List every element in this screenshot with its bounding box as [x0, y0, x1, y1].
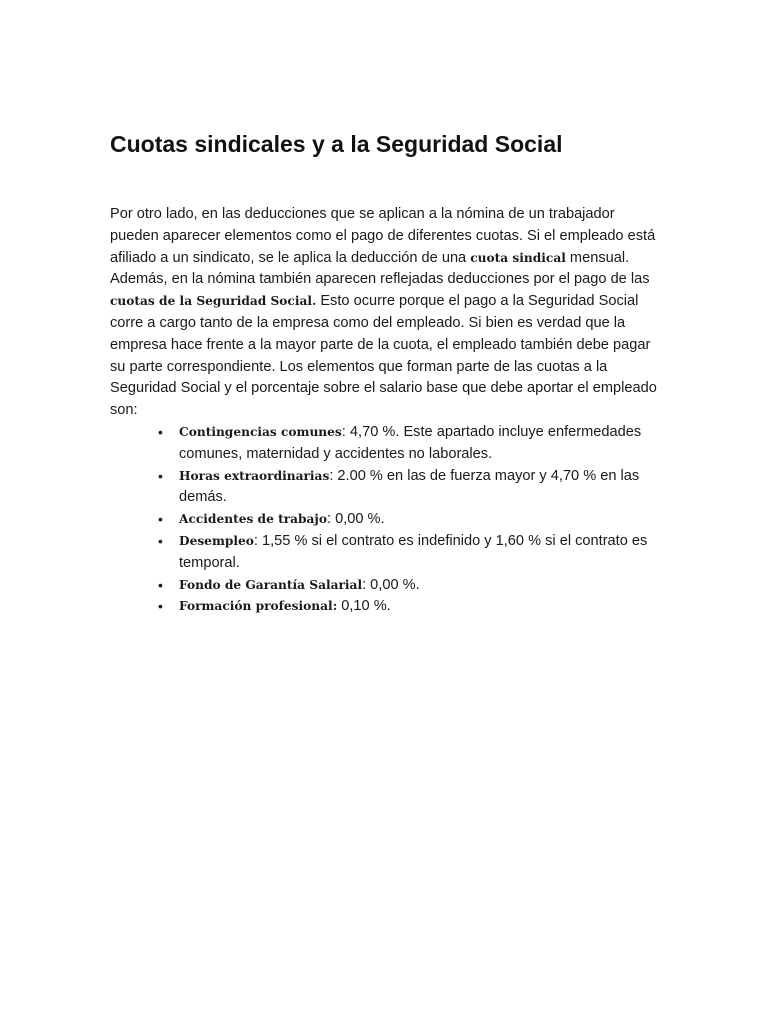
contributions-list — [110, 422, 658, 618]
bullet-icon: • — [158, 511, 163, 528]
list-item-term: Contingencias comunes — [179, 424, 342, 439]
list-item-term: Accidentes de trabajo — [179, 512, 327, 527]
list-item — [158, 509, 658, 531]
bold-term-cuota-sindical: cuota sindical — [470, 250, 566, 265]
intro-paragraph — [110, 204, 658, 422]
list-item — [158, 575, 658, 597]
list-item-text: : 1,55 % si el contrato es indefinido y 1,60 % si el contrato es temporal. — [179, 532, 648, 571]
list-item-text: : 0,00 %. — [362, 576, 420, 593]
list-item-term: Horas extraordinarias — [179, 468, 330, 483]
paragraph-text-1: Por otro lado, en las deducciones que se aplican a la nómina de un trabajador pueden aparecer elementos como el pago de diferentes cuotas. Si el empleado está afiliado a un sindicato, se le aplica la deducción de una — [110, 206, 656, 266]
bullet-icon: • — [158, 532, 163, 549]
list-item — [158, 466, 658, 510]
list-item — [158, 422, 658, 466]
page-title: Cuotas sindicales y a la Seguridad Social — [110, 131, 563, 157]
list-item-text: 0,10 %. — [337, 598, 391, 615]
list-item — [158, 596, 658, 618]
list-item-text: : 0,00 %. — [326, 511, 385, 528]
bold-term-cuotas-seguridad-social: cuotas de la Seguridad Social. — [110, 294, 317, 309]
paragraph-text-3: Esto ocurre porque el pago a la Seguridad Social corre a cargo tanto de la empresa como del empleado. Si bien es verdad que la empresa hace frente a la mayor parte de la cuota, el empleado también debe pagar su parte correspondiente. Los elementos que forman parte de las cuotas a la Seguridad Social y el porcentaje sobre el salario base que debe aportar el empleado son: — [110, 293, 657, 419]
paragraph-text-2: mensual. Además, en la nómina también aparecen reflejadas deducciones por el pago de las — [110, 249, 650, 288]
list-item-text: : 2.00 % en las de fuerza mayor y 4,70 % en las demás. — [179, 467, 640, 506]
bullet-icon: • — [158, 598, 163, 615]
list-item — [158, 531, 658, 575]
bullet-icon: • — [158, 467, 163, 484]
list-item-text: : 4,70 %. Este apartado incluye enfermedades comunes, maternidad y accidentes no laborales. — [179, 423, 642, 462]
list-item-term: Desempleo — [179, 533, 254, 548]
list-item-term: Fondo de Garantía Salarial — [179, 577, 363, 592]
document-page — [110, 128, 658, 618]
bullet-icon: • — [158, 576, 163, 593]
bullet-icon: • — [158, 423, 163, 440]
list-item-term: Formación profesional: — [179, 599, 338, 614]
